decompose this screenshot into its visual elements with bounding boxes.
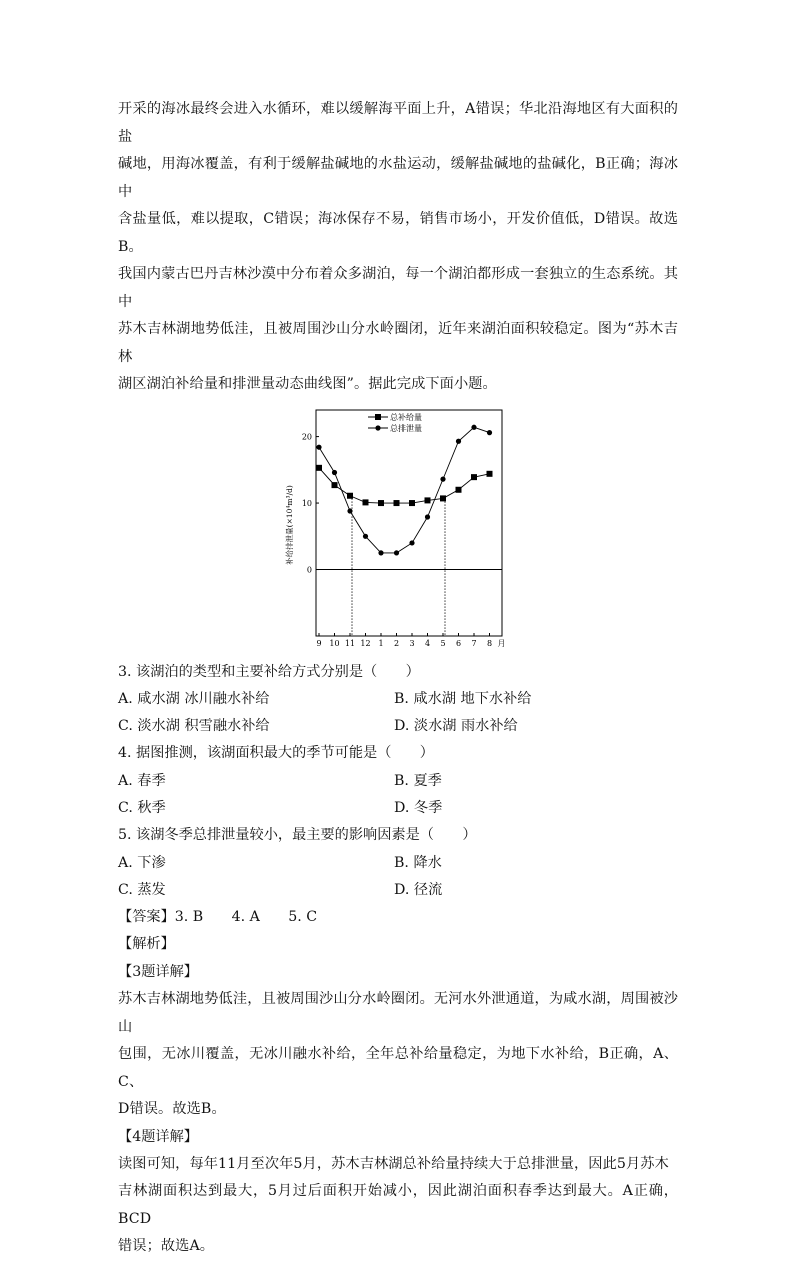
option-c[interactable]: C. 秋季 xyxy=(118,799,166,816)
question-stem: 4. 据图推测，该湖面积最大的季节可能是（ ） xyxy=(118,745,434,762)
series-line xyxy=(319,427,490,553)
x-tick-label: 11 xyxy=(344,638,356,648)
discharge-point xyxy=(347,508,352,513)
x-tick-label: 8 xyxy=(486,638,493,648)
x-tick-label: 3 xyxy=(409,638,415,648)
option-list xyxy=(118,850,678,905)
x-tick-label: 2 xyxy=(393,638,400,648)
y-tick-label: 10 xyxy=(301,498,312,508)
option-b[interactable]: B. 夏季 xyxy=(394,772,442,789)
x-tick-label: 9 xyxy=(316,638,322,648)
discharge-point xyxy=(409,540,414,545)
option-d[interactable]: D. 冬季 xyxy=(394,799,443,816)
q4-explanation-line: 错误；故选A。 xyxy=(118,1238,215,1255)
question-stem: 5. 该湖冬季总排泄量较小，最主要的影响因素是（ ） xyxy=(118,827,477,844)
answer-line: 【答案】3. B 4. A 5. C xyxy=(118,909,318,926)
analysis-heading: 【解析】 xyxy=(118,936,175,953)
option-d[interactable]: D. 淡水湖 雨水补给 xyxy=(394,718,518,735)
x-tick-label: 5 xyxy=(440,638,446,648)
supply-point xyxy=(409,500,415,506)
q3-explanation-line: 苏木吉林湖地势低洼，且被周围沙山分水岭圈闭。无河水外泄通道，为咸水湖，周围被沙山 xyxy=(118,991,678,1035)
supply-point xyxy=(332,482,338,488)
intro-line: 我国内蒙古巴丹吉林沙漠中分布着众多湖泊，每一个湖泊都形成一套独立的生态系统。其中 xyxy=(118,266,678,310)
discharge-point xyxy=(316,444,321,449)
q3-explanation-line: D错误。故选B。 xyxy=(118,1101,226,1118)
supply-point xyxy=(487,470,493,476)
option-list xyxy=(118,686,678,741)
option-a[interactable]: A. 咸水湖 冰川融水补给 xyxy=(118,690,270,707)
discharge-point xyxy=(487,430,492,435)
legend-label: 总排泄量 xyxy=(390,423,422,433)
supply-point xyxy=(456,486,462,492)
q4-heading: 【4题详解】 xyxy=(118,1128,198,1145)
option-b[interactable]: B. 咸水湖 地下水补给 xyxy=(394,690,532,707)
intro-line: 苏木吉林湖地势低洼，且被周围沙山分水岭圈闭，近年来湖泊面积较稳定。图为“苏木吉林 xyxy=(118,321,678,365)
discharge-point xyxy=(456,438,461,443)
q4-explanation-line: 读图可知，每年11月至次年5月，苏木吉林湖总补给量持续大于总排泄量，因此5月苏木 xyxy=(118,1155,669,1172)
discharge-point xyxy=(394,550,399,555)
x-tick-label: 1 xyxy=(378,638,384,648)
q3-heading: 【3题详解】 xyxy=(118,963,198,980)
discharge-point xyxy=(363,533,368,538)
q3-explanation-line: 包围，无冰川覆盖，无冰川融水补给，全年总补给量稳定，为地下水补给，B正确，A、C、 xyxy=(118,1046,678,1090)
option-d[interactable]: D. 径流 xyxy=(394,881,443,898)
legend-label: 总补给量 xyxy=(390,412,422,422)
plot-frame xyxy=(316,410,502,636)
y-tick-label: 0 xyxy=(306,565,312,575)
intro-line: 开采的海冰最终会进入水循环，难以缓解海平面上升，A错误；华北沿海地区有大面积的盐 xyxy=(118,101,678,145)
x-tick-label: 6 xyxy=(455,638,462,648)
option-a[interactable]: A. 春季 xyxy=(118,772,166,789)
x-tick-label: 12 xyxy=(360,638,371,648)
x-unit-label: 月 xyxy=(497,638,506,648)
supply-point xyxy=(425,497,431,503)
discharge-point xyxy=(378,550,383,555)
intro-line: 碱地，用海冰覆盖，有利于缓解盐碱地的水盐运动，缓解盐碱地的盐碱化，B正确；海冰中 xyxy=(118,156,678,200)
legend-marker xyxy=(375,425,380,430)
supply-point xyxy=(471,474,477,480)
x-tick-label: 4 xyxy=(424,638,431,648)
chart-figure xyxy=(118,405,678,655)
supply-point xyxy=(363,499,369,505)
question-stem: 3. 该湖泊的类型和主要补给方式分别是（ ） xyxy=(118,663,420,680)
option-c[interactable]: C. 蒸发 xyxy=(118,881,166,898)
option-b[interactable]: B. 降水 xyxy=(394,854,442,871)
x-tick-label: 10 xyxy=(329,638,340,648)
discharge-point xyxy=(425,514,430,519)
lake-balance-chart xyxy=(286,405,526,650)
x-tick-label: 7 xyxy=(471,638,477,648)
discharge-point xyxy=(471,424,476,429)
document-page xyxy=(118,96,678,1261)
option-list xyxy=(118,768,678,823)
supply-point xyxy=(378,500,384,506)
supply-point xyxy=(394,500,400,506)
discharge-point xyxy=(440,476,445,481)
intro-line: 含盐量低，难以提取，C错误；海冰保存不易，销售市场小，开发价值低，D错误。故选B。 xyxy=(118,211,678,255)
option-a[interactable]: A. 下渗 xyxy=(118,854,166,871)
supply-point xyxy=(347,492,353,498)
y-axis-label: 补给排泄量(×10⁴m³/d) xyxy=(285,484,294,565)
option-c[interactable]: C. 淡水湖 积雪融水补给 xyxy=(118,718,270,735)
legend-marker xyxy=(375,414,381,420)
discharge-point xyxy=(332,469,337,474)
q4-explanation-line: 吉林湖面积达到最大，5月过后面积开始减小，因此湖泊面积春季达到最大。A正确，BCD xyxy=(118,1183,678,1227)
supply-point xyxy=(316,464,322,470)
intro-line: 湖区湖泊补给量和排泄量动态曲线图”。据此完成下面小题。 xyxy=(118,376,497,392)
y-tick-label: 20 xyxy=(301,432,312,442)
supply-point xyxy=(440,495,446,501)
